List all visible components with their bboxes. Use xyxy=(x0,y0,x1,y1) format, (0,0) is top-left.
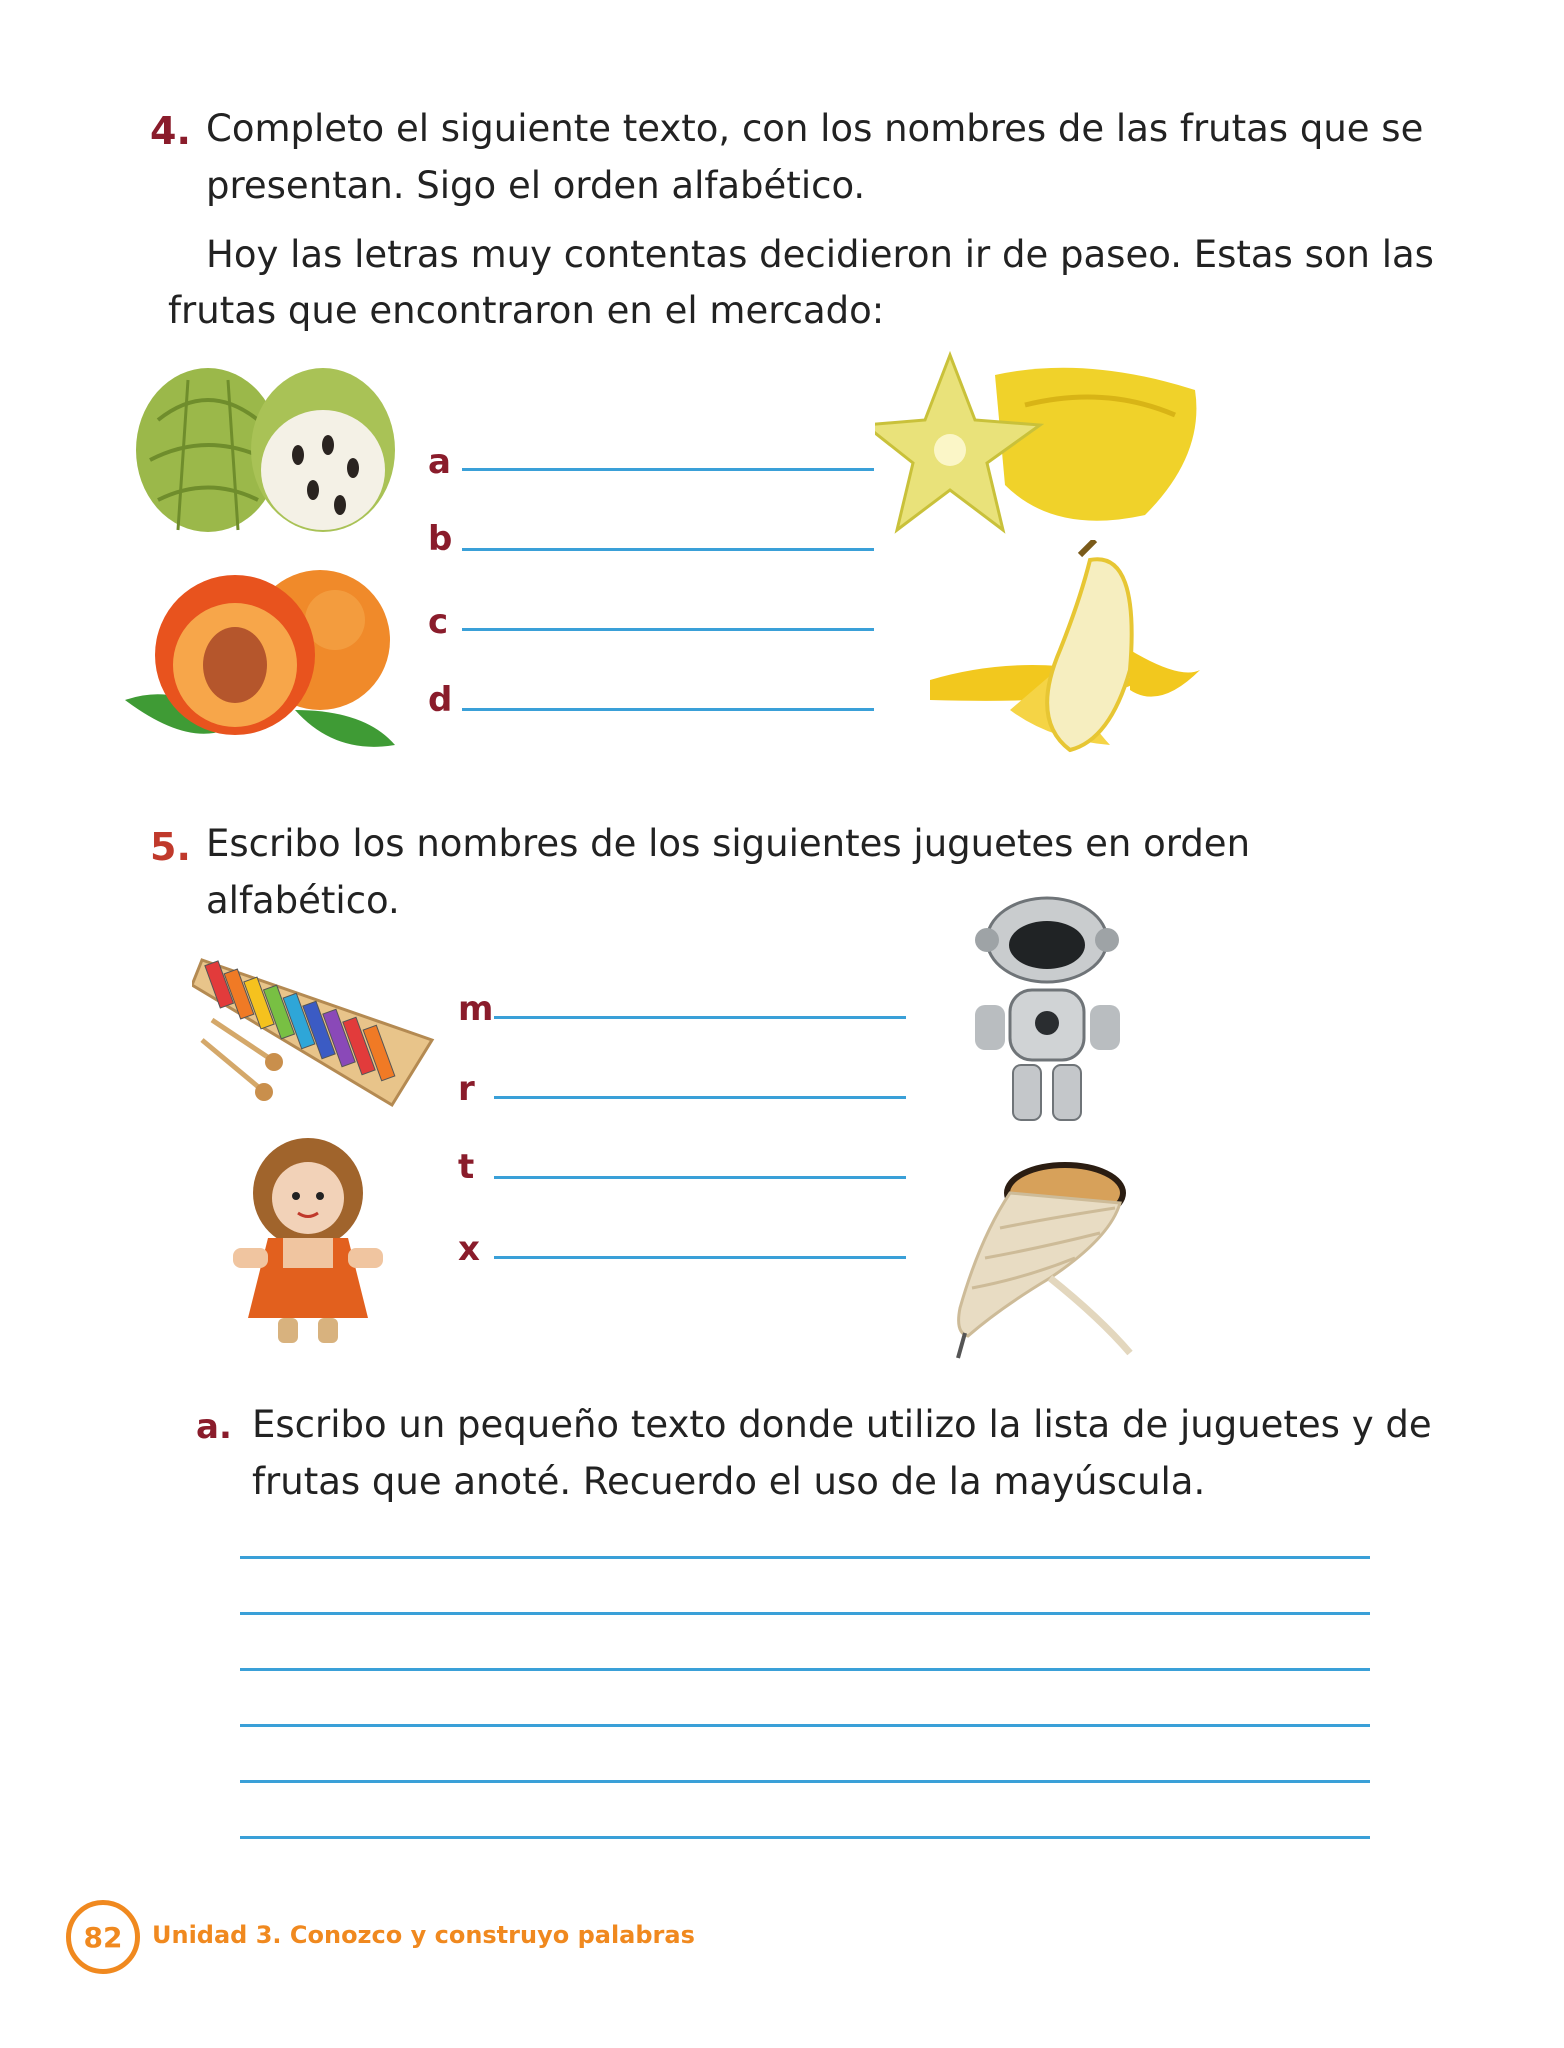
fruit-blank-label-c: c xyxy=(428,602,449,642)
toy-blank-line-r[interactable] xyxy=(494,1096,906,1099)
banana-image xyxy=(910,540,1250,770)
writing-line[interactable] xyxy=(240,1556,1370,1559)
writing-line[interactable] xyxy=(240,1668,1370,1671)
page-number-badge xyxy=(66,1900,140,1974)
toy-blank-label-x: x xyxy=(458,1229,480,1269)
exercise-4-instruction-2: presentan. Sigo el orden alfabético. xyxy=(206,164,866,207)
exercise-5a-label: a. xyxy=(196,1407,232,1447)
exercise-4-story-1: Hoy las letras muy contentas decidieron ir de paseo. Estas son las xyxy=(206,233,1434,276)
exercise-4-story-2: frutas que encontraron en el mercado: xyxy=(168,289,885,332)
fruit-blank-line-a[interactable] xyxy=(462,468,874,471)
toy-blank-label-r: r xyxy=(458,1069,475,1109)
exercise-4-number: 4. xyxy=(150,109,191,153)
writing-line[interactable] xyxy=(240,1836,1370,1839)
fruit-blank-label-d: d xyxy=(428,680,453,720)
fruit-blank-line-c[interactable] xyxy=(462,628,874,631)
exercise-5-number: 5. xyxy=(150,825,191,869)
fruit-blank-label-a: a xyxy=(428,442,451,482)
exercise-5a-text-2: frutas que anoté. Recuerdo el uso de la mayúscula. xyxy=(252,1460,1206,1503)
exercise-5a-text-1: Escribo un pequeño texto donde utilizo la lista de juguetes y de xyxy=(252,1403,1432,1446)
custard-apple-image xyxy=(128,340,398,540)
toy-blank-line-m[interactable] xyxy=(494,1016,906,1019)
fruit-blank-line-d[interactable] xyxy=(462,708,874,711)
robot-image xyxy=(965,895,1130,1130)
rag-doll-image xyxy=(228,1138,388,1348)
writing-line[interactable] xyxy=(240,1724,1370,1727)
star-fruit-image xyxy=(875,345,1215,550)
exercise-5-instruction-2: alfabético. xyxy=(206,879,400,922)
exercise-4-instruction-1: Completo el siguiente texto, con los nombres de las frutas que se xyxy=(206,107,1424,150)
fruit-blank-label-b: b xyxy=(428,519,453,559)
toy-blank-line-x[interactable] xyxy=(494,1256,906,1259)
unit-title: Unidad 3. Conozco y construyo palabras xyxy=(152,1921,695,1949)
writing-line[interactable] xyxy=(240,1612,1370,1615)
toy-blank-label-m: m xyxy=(458,989,494,1029)
toy-blank-label-t: t xyxy=(458,1147,475,1187)
fruit-blank-line-b[interactable] xyxy=(462,548,874,551)
exercise-5-instruction-1: Escribo los nombres de los siguientes juguetes en orden xyxy=(206,822,1251,865)
writing-line[interactable] xyxy=(240,1780,1370,1783)
xylophone-image xyxy=(192,940,442,1115)
spinning-top-image xyxy=(940,1158,1145,1368)
toy-blank-line-t[interactable] xyxy=(494,1176,906,1179)
page-number: 82 xyxy=(83,1920,123,1954)
peach-image xyxy=(125,560,400,755)
